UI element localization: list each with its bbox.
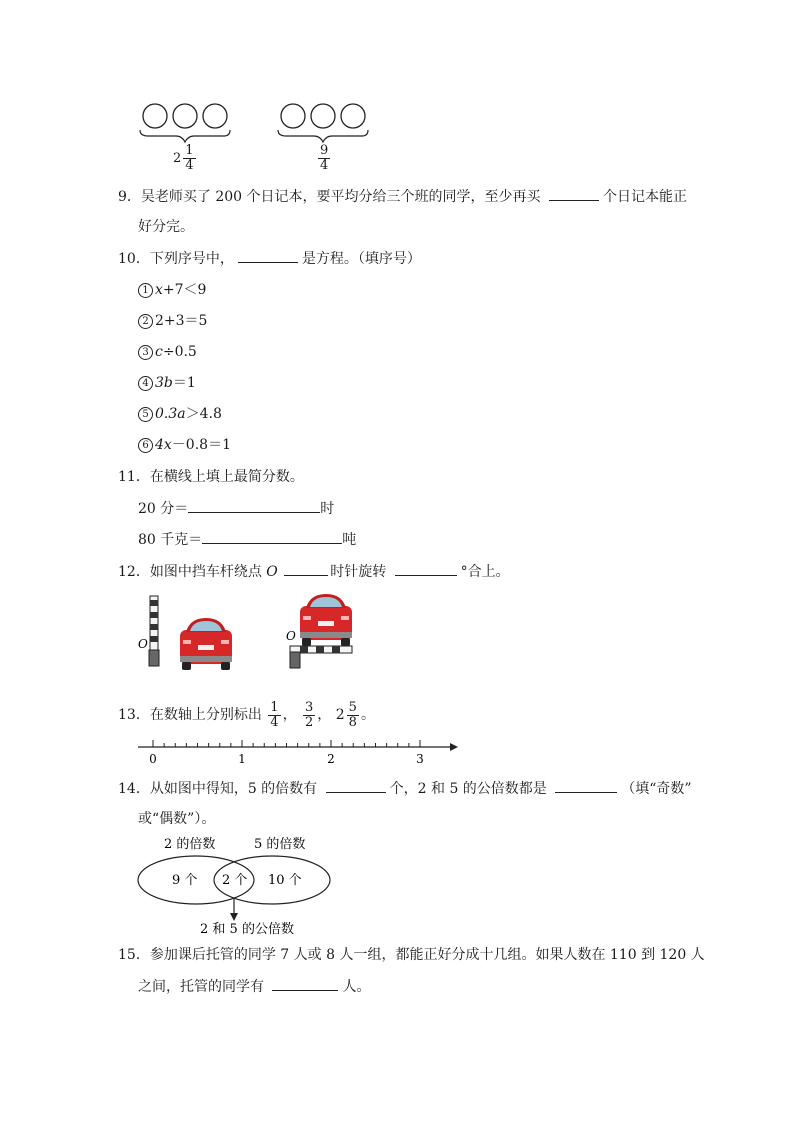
right-brace (278, 130, 368, 142)
left-brace (140, 130, 230, 142)
question-14-cont: 或“偶数”）。 (138, 811, 216, 827)
car-icon (180, 618, 232, 670)
circle (341, 104, 365, 128)
option-3: 3 c÷0.5 (138, 342, 197, 362)
question-14: 14．从如图中得知，5 的倍数有 个，2 和 5 的公倍数都是 （填“奇数” (118, 778, 692, 799)
point-o-label: O (286, 629, 296, 643)
answer-blank[interactable] (326, 778, 386, 793)
venn-left-title: 2 的倍数 (164, 837, 216, 852)
question-9: 9．吴老师买了 200 个日记本，要平均分给三个班的同学，至少再买 个日记本能正 (118, 186, 687, 207)
tick-label-1: 1 (238, 752, 246, 766)
raised-barrier (149, 596, 159, 666)
venn-left-count: 9 个 (172, 873, 198, 888)
question-15-cont: 之间，托管的同学有 人。 (138, 976, 370, 997)
question-11-row2: 80 千克＝ 吨 (138, 529, 356, 550)
point-o-label: O (138, 637, 148, 651)
venn-diagram (134, 832, 344, 940)
tick-label-2: 2 (327, 752, 335, 766)
option-5: 5 0.3a＞4.8 (138, 404, 222, 424)
car-icon (300, 594, 352, 646)
circle (173, 104, 197, 128)
tick-label-0: 0 (149, 752, 157, 766)
answer-blank[interactable] (188, 498, 320, 513)
answer-blank[interactable] (549, 186, 599, 201)
circle (281, 104, 305, 128)
left-brace-label: 2 $\frac{1}{4}$ (173, 143, 194, 173)
barrier-figure (130, 590, 370, 680)
option-4: 4 3b＝1 (138, 373, 196, 393)
option-1: 1 x+7＜9 (138, 280, 206, 300)
number-line-ticks (153, 740, 420, 747)
answer-blank[interactable] (272, 976, 338, 991)
answer-blank[interactable] (395, 561, 457, 576)
answer-blank[interactable] (555, 778, 617, 793)
option-6: 6 4x－0.8＝1 (138, 435, 231, 455)
question-15: 15．参加课后托管的同学 7 人或 8 人一组，都能正好分成十几组。如果人数在 110 到 120 人 (118, 947, 705, 963)
answer-blank[interactable] (284, 561, 328, 576)
venn-right-title: 5 的倍数 (254, 837, 306, 852)
number-line (136, 736, 462, 770)
tick-label-3: 3 (416, 752, 424, 766)
closed-barrier (290, 646, 352, 668)
question-12: 12．如图中挡车杆绕点 O 时针旋转 °合上。 (118, 561, 510, 582)
venn-middle-count: 2 个 (222, 873, 248, 888)
answer-blank[interactable] (202, 529, 342, 544)
question-9-cont: 好分完。 (138, 219, 194, 235)
circle (311, 104, 335, 128)
question-11: 11．在横线上填上最简分数。 (118, 469, 304, 485)
right-brace-label: $\frac{9}{4}$ (320, 143, 329, 173)
question-11-row1: 20 分＝ 时 (138, 498, 334, 519)
venn-bottom-label: 2 和 5 的公倍数 (200, 922, 294, 937)
circles-figure (130, 98, 390, 178)
circle (143, 104, 167, 128)
question-10: 10．下列序号中， 是方程。（填序号） (118, 248, 421, 269)
option-2: 2 2+3＝5 (138, 311, 207, 331)
venn-right-count: 10 个 (268, 873, 302, 888)
circle (203, 104, 227, 128)
answer-blank[interactable] (238, 248, 298, 263)
question-13: 13．在数轴上分别标出 $\frac{1}{4}$ ， $\frac{3}{2}$ ， 2 $\frac{5}{8}$ 。 (118, 699, 375, 730)
